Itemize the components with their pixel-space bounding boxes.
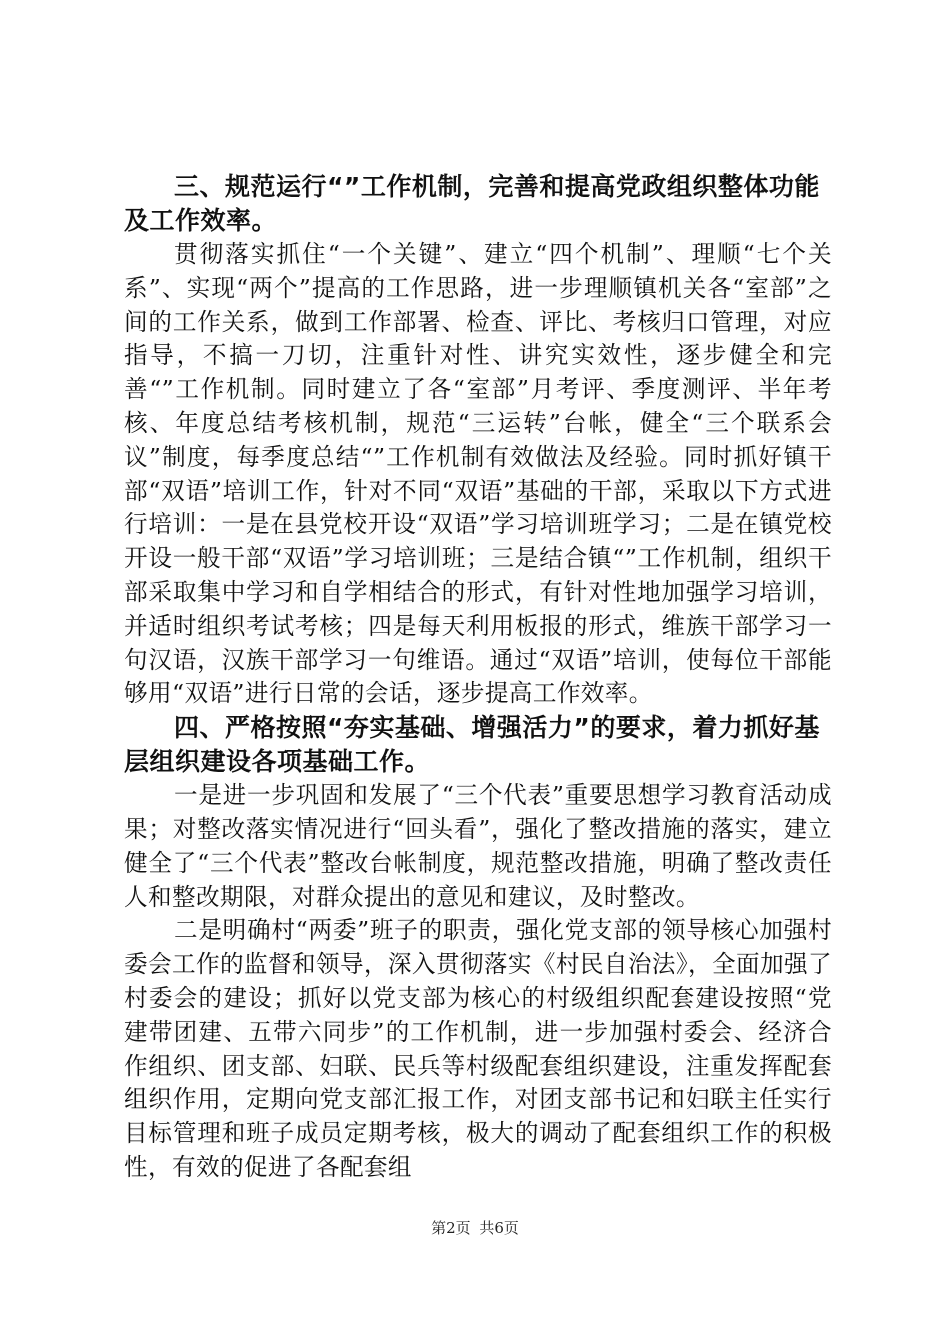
- section-4-heading: 四、严格按照“夯实基础、增强活力”的要求，着力抓好基层组织建设各项基础工作。: [124, 713, 820, 777]
- section-4-paragraph-2: 二是明确村“两委”班子的职责，强化党支部的领导核心加强村委会工作的监督和领导，深入贯彻落实《村民自治法》，全面加强了村委会的建设；抓好以党支部为核心的村级组织配套建设按照“党建带团建、五带六同步”的工作机制，进一步加强村委会、经济合作组织、团支部、妇联、民兵等村级配套组织建设，注重发挥配套组织作用，定期向党支部汇报工作，对团支部书记和妇联主任实行目标管理和班子成员定期考核，极大的调动了配套组织工作的积极性，有效的促进了各配套组: [124, 916, 833, 1181]
- section-3-paragraph: 贯彻落实抓住“一个关键”、建立“四个机制”、理顺“七个关系”、实现“两个”提高的工作思路，进一步理顺镇机关各“室部”之间的工作关系，做到工作部署、检查、评比、考核归口管理，对应指导，不搞一刀切，注重针对性、讲究实效性，逐步健全和完善“”工作机制。同时建立了各“室部”月考评、季度测评、半年考核、年度总结考核机制，规范“三运转”台帐，健全“三个联系会议”制度，每季度总结“”工作机制有效做法及经验。同时抓好镇干部“双语”培训工作，针对不同“双语”基础的干部，采取以下方式进行培训：一是在县党校开设“双语”学习培训班学习；二是在镇党校开设一般干部“双语”学习培训班；三是结合镇“”工作机制，组织干部采取集中学习和自学相结合的形式，有针对性地加强学习培训，并适时组织考试考核；四是每天利用板报的形式，维族干部学习一句汉语，汉族干部学习一句维语。通过“双语”培训，使每位干部能够用“双语”进行日常的会话，逐步提高工作效率。: [124, 240, 832, 708]
- document-body: [124, 170, 832, 1185]
- section-4-paragraph-1: 一是进一步巩固和发展了“三个代表”重要思想学习教育活动成果；对整改落实情况进行“回头看”，强化了整改措施的落实，建立健全了“三个代表”整改台帐制度，规范整改措施，明确了整改责任人和整改期限，对群众提出的意见和建议，及时整改。: [124, 781, 832, 911]
- section-3-heading: 三、规范运行“”工作机制，完善和提高党政组织整体功能及工作效率。: [124, 172, 820, 235]
- page-number-footer: 第2页 共6页: [431, 1219, 519, 1237]
